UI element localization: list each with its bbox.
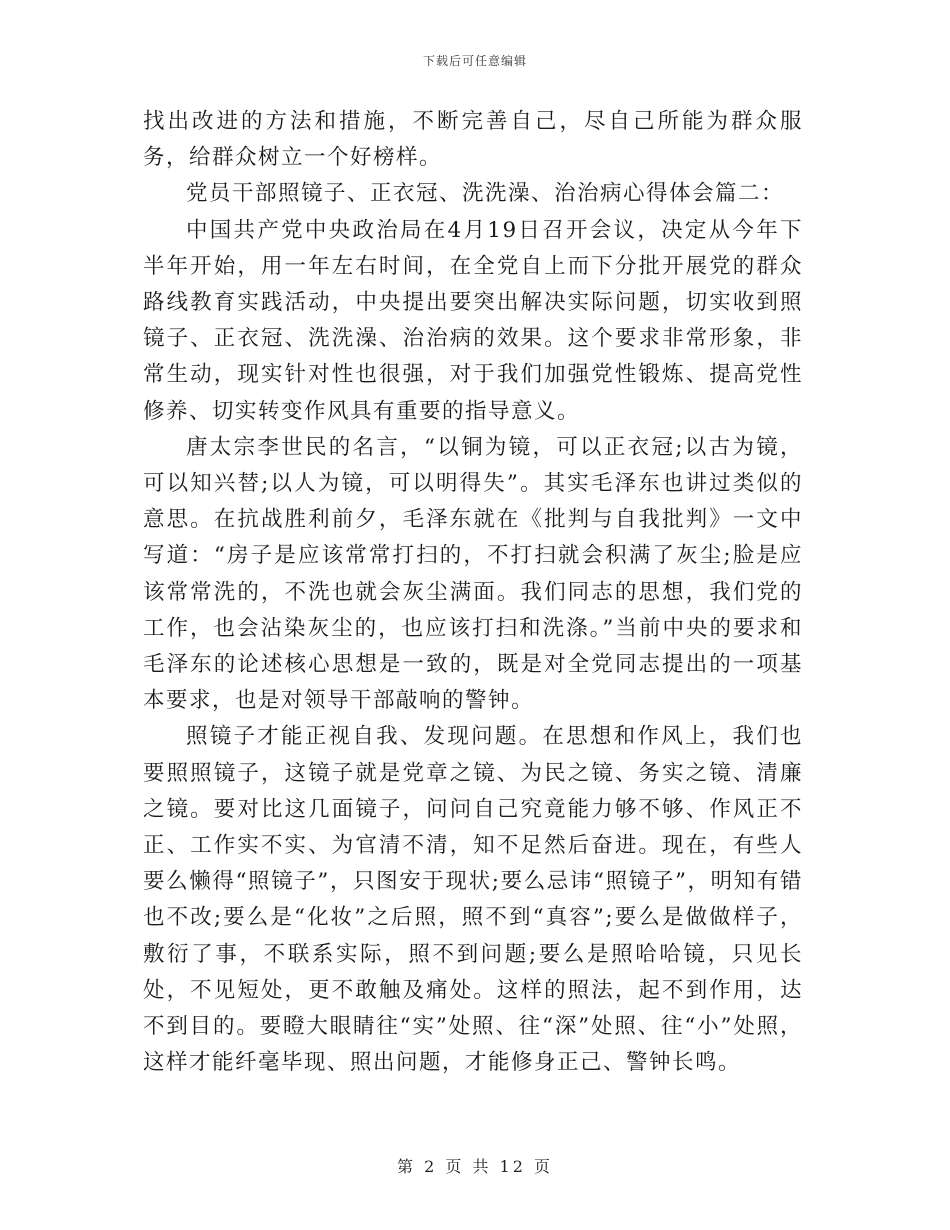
body-text	[143, 104, 803, 1081]
paragraph: 照镜子才能正视自我、发现问题。在思想和作风上，我们也要照照镜子，这镜子就是党章之镜、为民之镜、务实之镜、清廉之镜。要对比这几面镜子，问问自己究竟能力够不够、作风正不正、工作实不实、为官清不清，知不足然后奋进。现在，有些人要么懒得“照镜子”，只图安于现状;要么忌讳“照镜子”，明知有错也不改;要么是“化妆”之后照，照不到“真容”;要么是做做样子，敷衍了事，不联系实际，照不到问题;要么是照哈哈镜，只见长处，不见短处，更不敢触及痛处。这样的照法，起不到作用，达不到目的。要瞪大眼睛往“实”处照、往“深”处照、往“小”处照，这样才能纤毫毕现、照出问题，才能修身正己、警钟长鸣。	[143, 724, 803, 1076]
section-heading: 党员干部照镜子、正衣冠、洗洗澡、治治病心得体会篇二：	[186, 181, 785, 207]
header-note: 下载后可任意编辑	[422, 54, 527, 68]
page-number: 第 2 页 共 12 页	[397, 1157, 553, 1176]
paragraph: 唐太宗李世民的名言，“以铜为镜，可以正衣冠;以古为镜，可以知兴替;以人为镜，可以明得失”。其实毛泽东也讲过类似的意思。在抗战胜利前夕，毛泽东就在《批判与自我批判》一文中写道：“房子是应该常常打扫的，不打扫就会积满了灰尘;脸是应该常常洗的，不洗也就会灰尘满面。我们同志的思想，我们党的工作，也会沾染灰尘的，也应该打扫和洗涤。”当前中央的要求和毛泽东的论述核心思想是一致的，既是对全党同志提出的一项基本要求，也是对领导干部敲响的警钟。	[143, 434, 803, 714]
paragraph-continuation: 找出改进的方法和措施，不断完善自己，尽自己所能为群众服务，给群众树立一个好榜样。	[143, 109, 803, 171]
paragraph: 中国共产党中央政治局在4月19日召开会议，决定从今年下半年开始，用一年左右时间，在全党自上而下分批开展党的群众路线教育实践活动，中央提出要突出解决实际问题，切实收到照镜子、正衣冠、洗洗澡、治治病的效果。这个要求非常形象，非常生动，现实针对性也很强，对于我们加强党性锻炼、提高党性修养、切实转变作风具有重要的指导意义。	[143, 217, 803, 424]
